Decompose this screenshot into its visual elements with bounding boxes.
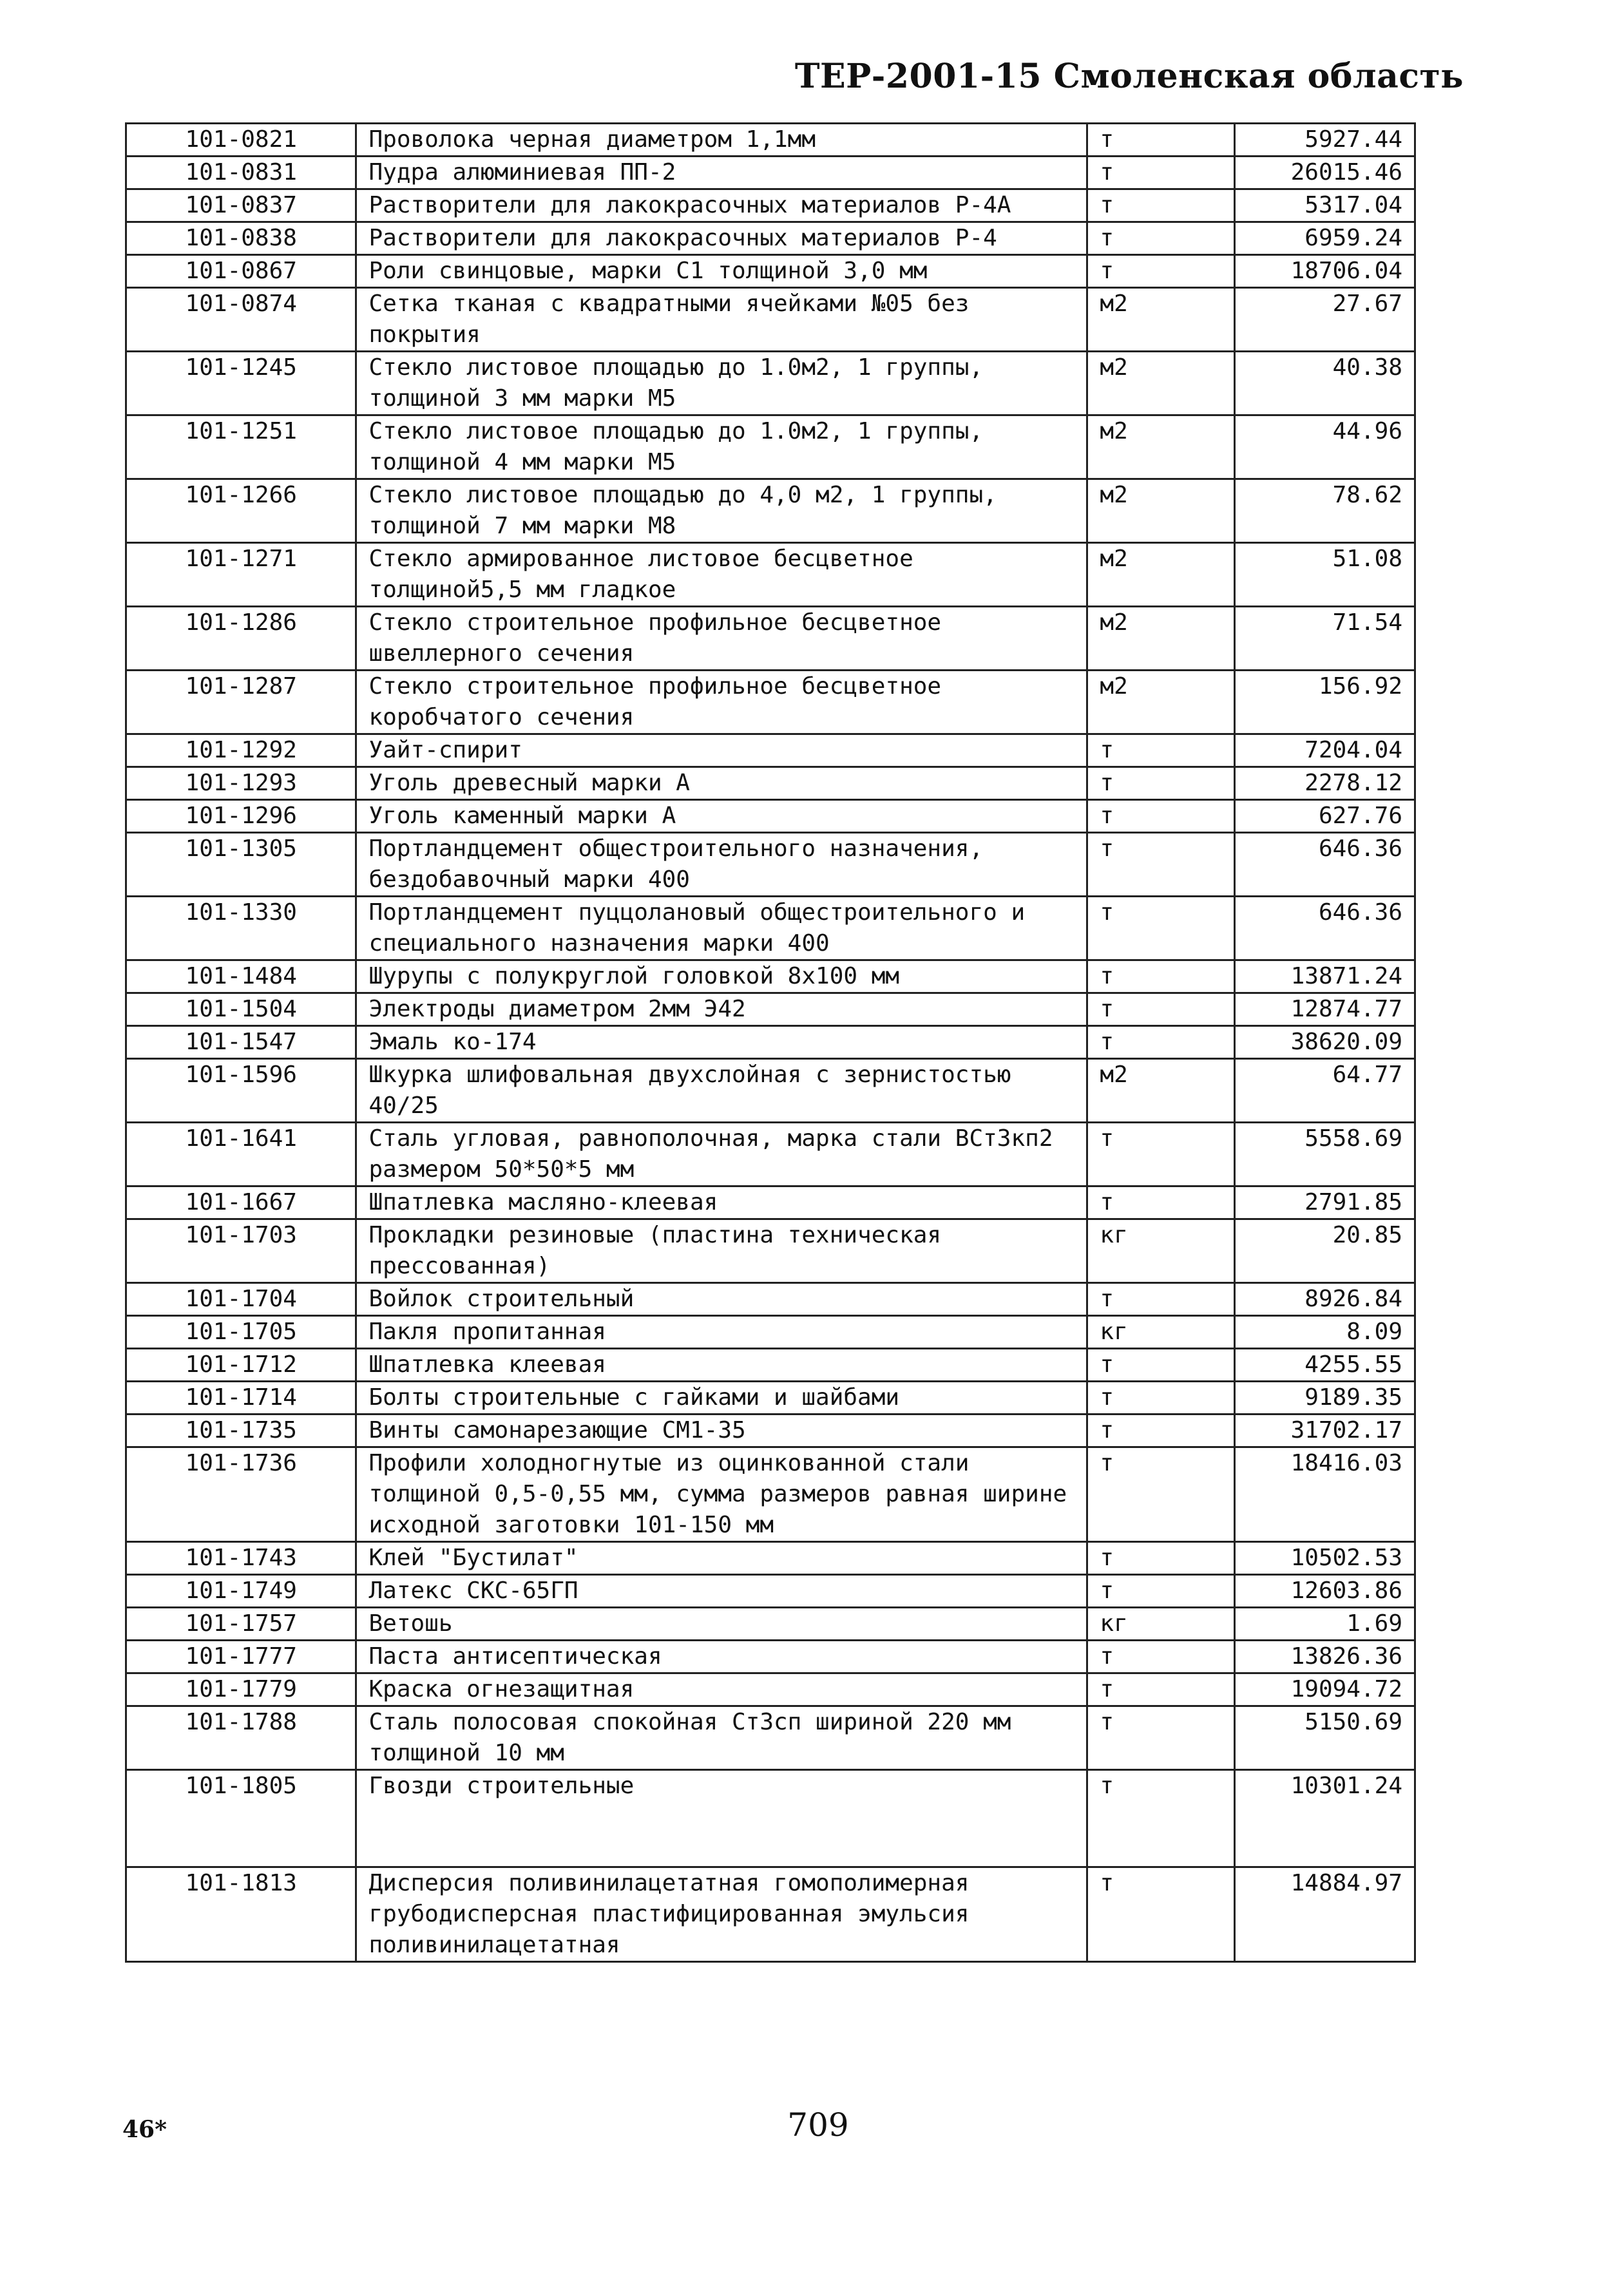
table-row [126,1641,1415,1673]
name-cell: Сталь угловая, равнополочная, марка стали ВСт3кп2 размером 50*50*5 мм [356,1123,1087,1186]
unit-cell: м2 [1087,543,1234,607]
code-cell: 101-1296 [126,800,356,833]
table-row [126,415,1415,479]
unit-cell: т [1087,1542,1234,1575]
table-row [126,607,1415,671]
code-cell: 101-0831 [126,157,356,189]
name-cell: Клей "Бустилат" [356,1542,1087,1575]
table-row [126,1608,1415,1641]
code-cell: 101-1330 [126,897,356,960]
unit-cell: т [1087,1447,1234,1542]
code-cell: 101-1805 [126,1770,356,1867]
table-row [126,960,1415,993]
price-cell: 13826.36 [1234,1641,1415,1673]
price-cell: 20.85 [1234,1219,1415,1283]
code-cell: 101-1245 [126,352,356,415]
unit-cell: т [1087,124,1234,157]
price-cell: 31702.17 [1234,1415,1415,1447]
name-cell: Проволока черная диаметром 1,1мм [356,124,1087,157]
table-row [126,993,1415,1026]
price-cell: 5150.69 [1234,1706,1415,1770]
code-cell: 101-1743 [126,1542,356,1575]
price-cell: 19094.72 [1234,1673,1415,1706]
unit-cell: т [1087,993,1234,1026]
unit-cell: м2 [1087,607,1234,671]
code-cell: 101-0821 [126,124,356,157]
code-cell: 101-1735 [126,1415,356,1447]
code-cell: 101-1596 [126,1059,356,1123]
name-cell: Эмаль ко-174 [356,1026,1087,1059]
name-cell: Стекло листовое площадью до 1.0м2, 1 группы, толщиной 3 мм марки М5 [356,352,1087,415]
price-cell: 71.54 [1234,607,1415,671]
price-cell: 627.76 [1234,800,1415,833]
name-cell: Сталь полосовая спокойная Ст3сп шириной 220 мм толщиной 10 мм [356,1706,1087,1770]
unit-cell: т [1087,1123,1234,1186]
code-cell: 101-1266 [126,479,356,543]
unit-cell: т [1087,1283,1234,1316]
table-row [126,734,1415,767]
price-cell: 646.36 [1234,833,1415,897]
price-cell: 12603.86 [1234,1575,1415,1608]
name-cell: Паста антисептическая [356,1641,1087,1673]
unit-cell: т [1087,255,1234,288]
table-row [126,222,1415,255]
code-cell: 101-0867 [126,255,356,288]
price-cell: 44.96 [1234,415,1415,479]
code-cell: 101-1271 [126,543,356,607]
unit-cell: кг [1087,1316,1234,1349]
table-row [126,1770,1415,1867]
unit-cell: м2 [1087,1059,1234,1123]
table-row [126,1123,1415,1186]
table-row [126,124,1415,157]
code-cell: 101-1484 [126,960,356,993]
name-cell: Шпатлевка масляно-клеевая [356,1186,1087,1219]
name-cell: Портландцемент общестроительного назначения, бездобавочный марки 400 [356,833,1087,897]
code-cell: 101-1287 [126,671,356,734]
price-cell: 12874.77 [1234,993,1415,1026]
page-number: 709 [787,2106,849,2144]
table-row [126,1186,1415,1219]
name-cell: Шпатлевка клеевая [356,1349,1087,1382]
table-row [126,1447,1415,1542]
name-cell: Стекло листовое площадью до 1.0м2, 1 группы, толщиной 4 мм марки М5 [356,415,1087,479]
name-cell: Профили холодногнутые из оцинкованной стали толщиной 0,5-0,55 мм, сумма размеров равная ширине исходной заготовки 101-150 мм [356,1447,1087,1542]
price-cell: 8926.84 [1234,1283,1415,1316]
table-row [126,1542,1415,1575]
table-row [126,479,1415,543]
code-cell: 101-1813 [126,1867,356,1962]
table-row [126,1415,1415,1447]
price-cell: 18416.03 [1234,1447,1415,1542]
price-cell: 6959.24 [1234,222,1415,255]
price-cell: 14884.97 [1234,1867,1415,1962]
name-cell: Уголь древесный марки А [356,767,1087,800]
price-cell: 38620.09 [1234,1026,1415,1059]
price-cell: 51.08 [1234,543,1415,607]
unit-cell: т [1087,897,1234,960]
name-cell: Стекло строительное профильное бесцветное коробчатого сечения [356,671,1087,734]
table-row [126,1219,1415,1283]
table-row [126,1706,1415,1770]
unit-cell: т [1087,767,1234,800]
unit-cell: т [1087,1186,1234,1219]
code-cell: 101-1712 [126,1349,356,1382]
code-cell: 101-1788 [126,1706,356,1770]
page-title: ТЕР-2001-15 Смоленская область [794,57,1464,96]
code-cell: 101-1504 [126,993,356,1026]
unit-cell: т [1087,1026,1234,1059]
code-cell: 101-1547 [126,1026,356,1059]
price-cell: 9189.35 [1234,1382,1415,1415]
name-cell: Краска огнезащитная [356,1673,1087,1706]
table-row [126,897,1415,960]
unit-cell: т [1087,1641,1234,1673]
price-cell: 1.69 [1234,1608,1415,1641]
code-cell: 101-0838 [126,222,356,255]
price-cell: 646.36 [1234,897,1415,960]
table-row [126,800,1415,833]
code-cell: 101-0837 [126,189,356,222]
table-row [126,833,1415,897]
table-row [126,189,1415,222]
name-cell: Войлок строительный [356,1283,1087,1316]
name-cell: Стекло листовое площадью до 4,0 м2, 1 группы, толщиной 7 мм марки М8 [356,479,1087,543]
unit-cell: т [1087,960,1234,993]
unit-cell: м2 [1087,288,1234,352]
name-cell: Стекло армированное листовое бесцветное толщиной5,5 мм гладкое [356,543,1087,607]
name-cell: Шкурка шлифовальная двухслойная с зернистостью 40/25 [356,1059,1087,1123]
price-cell: 8.09 [1234,1316,1415,1349]
table-row [126,255,1415,288]
unit-cell: т [1087,1415,1234,1447]
unit-cell: т [1087,734,1234,767]
unit-cell: т [1087,1706,1234,1770]
unit-cell: т [1087,1770,1234,1867]
price-cell: 5558.69 [1234,1123,1415,1186]
table-row [126,1349,1415,1382]
name-cell: Дисперсия поливинилацетатная гомополимерная грубодисперсная пластифицированная эмульсия поливинилацетатная [356,1867,1087,1962]
code-cell: 101-1714 [126,1382,356,1415]
price-cell: 10502.53 [1234,1542,1415,1575]
price-cell: 5927.44 [1234,124,1415,157]
name-cell: Растворители для лакокрасочных материалов Р-4 [356,222,1087,255]
code-cell: 101-1286 [126,607,356,671]
unit-cell: т [1087,1867,1234,1962]
table-row [126,288,1415,352]
unit-cell: т [1087,157,1234,189]
price-cell: 13871.24 [1234,960,1415,993]
price-cell: 64.77 [1234,1059,1415,1123]
unit-cell: кг [1087,1608,1234,1641]
table-row [126,1575,1415,1608]
materials-price-table [125,122,1416,1963]
unit-cell: т [1087,833,1234,897]
price-cell: 156.92 [1234,671,1415,734]
code-cell: 101-0874 [126,288,356,352]
price-cell: 40.38 [1234,352,1415,415]
code-cell: 101-1736 [126,1447,356,1542]
unit-cell: м2 [1087,671,1234,734]
table-body [126,124,1415,1962]
name-cell: Уголь каменный марки А [356,800,1087,833]
unit-cell: т [1087,1382,1234,1415]
name-cell: Роли свинцовые, марки С1 толщиной 3,0 мм [356,255,1087,288]
unit-cell: т [1087,189,1234,222]
unit-cell: т [1087,800,1234,833]
unit-cell: м2 [1087,415,1234,479]
table-row [126,1059,1415,1123]
name-cell: Портландцемент пуццолановый общестроительного и специального назначения марки 400 [356,897,1087,960]
price-cell: 26015.46 [1234,157,1415,189]
unit-cell: кг [1087,1219,1234,1283]
name-cell: Стекло строительное профильное бесцветное швеллерного сечения [356,607,1087,671]
code-cell: 101-1705 [126,1316,356,1349]
name-cell: Шурупы с полукруглой головкой 8х100 мм [356,960,1087,993]
table-row [126,1283,1415,1316]
price-cell: 78.62 [1234,479,1415,543]
price-cell: 5317.04 [1234,189,1415,222]
table-row [126,1382,1415,1415]
name-cell: Сетка тканая с квадратными ячейками №05 без покрытия [356,288,1087,352]
table-row [126,1673,1415,1706]
unit-cell: т [1087,1575,1234,1608]
name-cell: Болты строительные с гайками и шайбами [356,1382,1087,1415]
price-cell: 18706.04 [1234,255,1415,288]
table-row [126,1026,1415,1059]
table-row [126,352,1415,415]
code-cell: 101-1292 [126,734,356,767]
code-cell: 101-1704 [126,1283,356,1316]
name-cell: Прокладки резиновые (пластина техническая прессованная) [356,1219,1087,1283]
code-cell: 101-1305 [126,833,356,897]
unit-cell: т [1087,1673,1234,1706]
name-cell: Уайт-спирит [356,734,1087,767]
name-cell: Винты самонарезающие СМ1-35 [356,1415,1087,1447]
price-cell: 2278.12 [1234,767,1415,800]
price-cell: 10301.24 [1234,1770,1415,1867]
code-cell: 101-1757 [126,1608,356,1641]
code-cell: 101-1777 [126,1641,356,1673]
table-row [126,157,1415,189]
price-cell: 27.67 [1234,288,1415,352]
unit-cell: т [1087,222,1234,255]
code-cell: 101-1251 [126,415,356,479]
name-cell: Латекс СКС-65ГП [356,1575,1087,1608]
code-cell: 101-1749 [126,1575,356,1608]
code-cell: 101-1667 [126,1186,356,1219]
sheet-mark: 46* [122,2116,167,2143]
price-cell: 4255.55 [1234,1349,1415,1382]
code-cell: 101-1779 [126,1673,356,1706]
price-cell: 7204.04 [1234,734,1415,767]
table-row [126,1316,1415,1349]
name-cell: Растворители для лакокрасочных материалов Р-4А [356,189,1087,222]
table-row [126,767,1415,800]
name-cell: Ветошь [356,1608,1087,1641]
code-cell: 101-1703 [126,1219,356,1283]
table-row [126,543,1415,607]
unit-cell: м2 [1087,352,1234,415]
name-cell: Электроды диаметром 2мм Э42 [356,993,1087,1026]
table-row [126,1867,1415,1962]
name-cell: Пудра алюминиевая ПП-2 [356,157,1087,189]
table-row [126,671,1415,734]
code-cell: 101-1293 [126,767,356,800]
code-cell: 101-1641 [126,1123,356,1186]
price-cell: 2791.85 [1234,1186,1415,1219]
unit-cell: м2 [1087,479,1234,543]
name-cell: Пакля пропитанная [356,1316,1087,1349]
name-cell: Гвозди строительные [356,1770,1087,1867]
unit-cell: т [1087,1349,1234,1382]
